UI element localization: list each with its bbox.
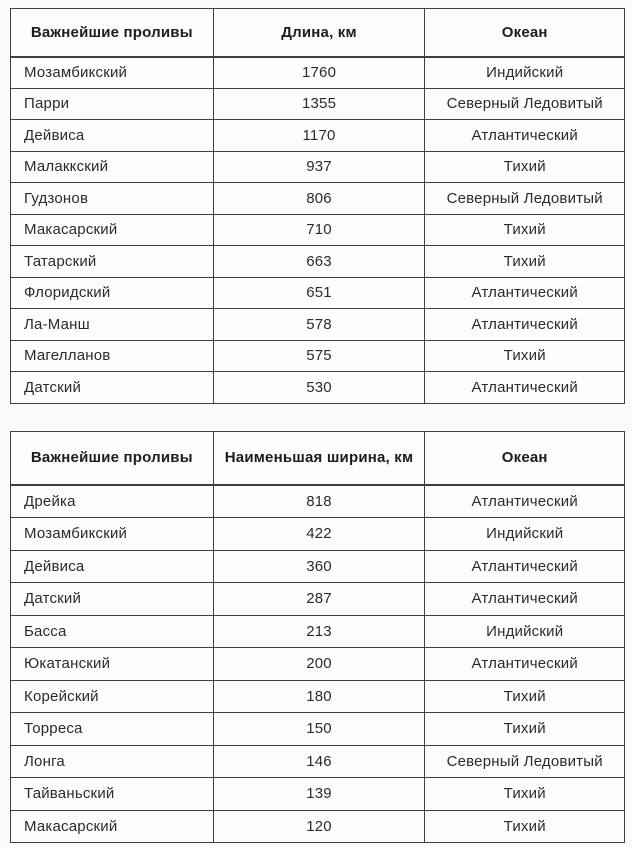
table-row [11,550,625,583]
table-row [11,680,625,713]
strait-name-cell: Тайваньский [11,778,214,811]
value-cell: 1355 [213,88,425,120]
ocean-cell: Тихий [425,340,625,372]
value-cell: 139 [213,778,425,811]
header-row [11,9,625,57]
value-cell: 710 [213,214,425,246]
header-ocean: Океан [425,431,625,485]
table-row [11,120,625,152]
strait-name-cell: Макасарский [11,214,214,246]
value-cell: 360 [213,550,425,583]
strait-name-cell: Парри [11,88,214,120]
ocean-cell: Атлантический [425,277,625,309]
value-cell: 651 [213,277,425,309]
table-row [11,88,625,120]
table-row [11,778,625,811]
table-row [11,183,625,215]
value-cell: 120 [213,810,425,843]
strait-name-cell: Флоридский [11,277,214,309]
table-row [11,648,625,681]
value-cell: 287 [213,583,425,616]
value-cell: 200 [213,648,425,681]
strait-name-cell: Лонга [11,745,214,778]
value-cell: 213 [213,615,425,648]
ocean-cell: Атлантический [425,485,625,518]
straits-width-table [10,431,625,844]
table-row [11,810,625,843]
ocean-cell: Индийский [425,615,625,648]
value-cell: 1760 [213,57,425,89]
table-header [11,431,625,485]
strait-name-cell: Басса [11,615,214,648]
value-cell: 530 [213,372,425,404]
table-row [11,615,625,648]
ocean-cell: Северный Ледовитый [425,88,625,120]
value-cell: 663 [213,246,425,278]
header-min-width-km: Наименьшая ширина, км [213,431,425,485]
ocean-cell: Тихий [425,713,625,746]
table-row [11,309,625,341]
header-straits: Важнейшие проливы [11,9,214,57]
strait-name-cell: Юкатанский [11,648,214,681]
table-body [11,57,625,404]
strait-name-cell: Корейский [11,680,214,713]
ocean-cell: Северный Ледовитый [425,183,625,215]
table-body [11,485,625,843]
strait-name-cell: Дейвиса [11,120,214,152]
ocean-cell: Индийский [425,57,625,89]
ocean-cell: Тихий [425,680,625,713]
table-header [11,9,625,57]
value-cell: 806 [213,183,425,215]
table-row [11,277,625,309]
value-cell: 150 [213,713,425,746]
value-cell: 578 [213,309,425,341]
strait-name-cell: Дейвиса [11,550,214,583]
value-cell: 937 [213,151,425,183]
strait-name-cell: Дрейка [11,485,214,518]
ocean-cell: Северный Ледовитый [425,745,625,778]
strait-name-cell: Магелланов [11,340,214,372]
table-row [11,713,625,746]
table-row [11,745,625,778]
strait-name-cell: Мозамбикский [11,518,214,551]
ocean-cell: Атлантический [425,550,625,583]
table-row [11,518,625,551]
table-row [11,57,625,89]
ocean-cell: Атлантический [425,120,625,152]
value-cell: 818 [213,485,425,518]
ocean-cell: Тихий [425,151,625,183]
strait-name-cell: Татарский [11,246,214,278]
strait-name-cell: Датский [11,583,214,616]
table-row [11,340,625,372]
straits-length-table [10,8,625,404]
header-row [11,431,625,485]
strait-name-cell: Малаккский [11,151,214,183]
ocean-cell: Атлантический [425,583,625,616]
value-cell: 1170 [213,120,425,152]
ocean-cell: Индийский [425,518,625,551]
table-row [11,246,625,278]
value-cell: 180 [213,680,425,713]
ocean-cell: Атлантический [425,372,625,404]
header-straits: Важнейшие проливы [11,431,214,485]
strait-name-cell: Макасарский [11,810,214,843]
header-length-km: Длина, км [213,9,425,57]
ocean-cell: Атлантический [425,648,625,681]
table-row [11,583,625,616]
value-cell: 575 [213,340,425,372]
value-cell: 422 [213,518,425,551]
strait-name-cell: Ла-Манш [11,309,214,341]
ocean-cell: Тихий [425,246,625,278]
strait-name-cell: Датский [11,372,214,404]
header-ocean: Океан [425,9,625,57]
table-row [11,214,625,246]
table-row [11,372,625,404]
value-cell: 146 [213,745,425,778]
ocean-cell: Тихий [425,810,625,843]
strait-name-cell: Гудзонов [11,183,214,215]
table-row [11,151,625,183]
strait-name-cell: Торреса [11,713,214,746]
ocean-cell: Тихий [425,778,625,811]
ocean-cell: Тихий [425,214,625,246]
table-row [11,485,625,518]
strait-name-cell: Мозамбикский [11,57,214,89]
ocean-cell: Атлантический [425,309,625,341]
